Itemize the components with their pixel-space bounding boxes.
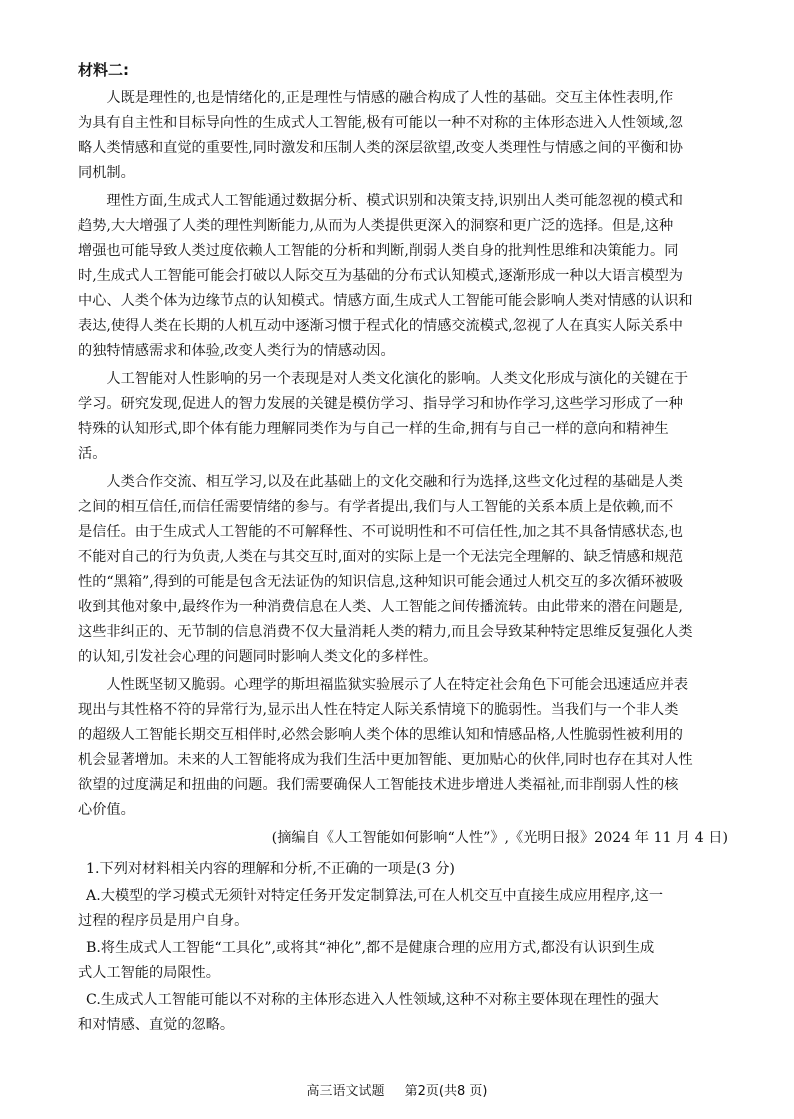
paragraph-line: 人类合作交流、相互学习,以及在此基础上的文化交融和行为选择,这些文化过程的基础是人类 — [106, 474, 683, 490]
page-footer — [0, 1082, 794, 1102]
paragraph-line: 特殊的认知形式,即个体有能力理解同类作为与自己一样的生命,拥有与自己一样的意向和精神生 — [78, 421, 669, 437]
passage-paragraph — [78, 86, 734, 186]
option-line: 式人工智能的局限性。 — [78, 965, 220, 981]
answer-options — [78, 884, 734, 1038]
paragraph-line: 表达,使得人类在长期的人机互动中逐渐习惯于程式化的情感交流模式,忽视了人在真实人际关系中 — [78, 318, 683, 334]
option-line: C.生成式人工智能可能以不对称的主体形态进入人性领域,这种不对称主要体现在理性的强大 — [86, 992, 659, 1008]
paragraph-line: 增强也可能导致人类过度依赖人工智能的分析和判断,削弱人类自身的批判性思维和决策能力。同 — [78, 243, 679, 259]
paragraph-line: 性的“黑箱”,得到的可能是包含无法证伪的知识信息,这种知识可能会通过人机交互的多次循环被吸 — [78, 574, 684, 590]
paragraph-line: 理性方面,生成式人工智能通过数据分析、模式识别和决策支持,识别出人类可能忽视的模式和 — [106, 193, 683, 209]
passage-paragraph — [78, 367, 734, 467]
answer-option — [78, 884, 734, 934]
paragraph-line: 机会显著增加。未来的人工智能将成为我们生活中更加智能、更加贴心的伙伴,同时也存在其对人性 — [78, 752, 693, 768]
section-title: 材料二: — [78, 61, 129, 79]
paragraph-line: 的超级人工智能长期交互相伴时,必然会影响人类个体的思维认知和情感品格,人性脆弱性被利用的 — [78, 727, 683, 743]
paragraph-line: 不能对自己的行为负责,人类在与其交互时,面对的实际上是一个无法完全理解的、缺乏情感和规范 — [78, 549, 683, 565]
question-stem: 1.下列对材料相关内容的理解和分析,不正确的一项是(3 分) — [86, 861, 455, 877]
paragraph-line: 现出与其性格不符的异常行为,显示出人性在特定人际关系情境下的脆弱性。当我们与一个非人类 — [78, 702, 679, 718]
paragraph-line: 之间的相互信任,而信任需要情绪的参与。有学者提出,我们与人工智能的关系本质上是依赖,而不 — [78, 499, 674, 515]
paragraph-line: 时,生成式人工智能可能会打破以人际交互为基础的分布式认知模式,逐渐形成一种以大语言模型为 — [78, 268, 683, 284]
footer-subject: 高三语文试题 — [306, 1084, 385, 1099]
paragraph-line: 这些非纠正的、无节制的信息消费不仅大量消耗人类的精力,而且会导致某种特定思维反复强化人类 — [78, 624, 693, 640]
answer-option — [78, 988, 734, 1038]
footer-page-number: 第2页(共8 页) — [404, 1084, 488, 1099]
paragraph-line: 心价值。 — [78, 802, 135, 818]
option-line: 和对情感、直觉的忽略。 — [78, 1017, 235, 1033]
paragraph-line: 的认知,引发社会心理的问题同时影响人类文化的多样性。 — [78, 649, 438, 665]
paragraph-line: 收到其他对象中,最终作为一种消费信息在人类、人工智能之间传播流转。由此带来的潜在问题是, — [78, 599, 683, 615]
paragraph-line: 学习。研究发现,促进人的智力发展的关键是模仿学习、指导学习和协作学习,这些学习形成了一种 — [78, 396, 683, 412]
paragraph-line: 的独特情感需求和体验,改变人类行为的情感动因。 — [78, 343, 395, 359]
passage-body — [78, 86, 734, 823]
passage-paragraph — [78, 470, 734, 670]
paragraph-line: 人工智能对人性影响的另一个表现是对人类文化演化的影响。人类文化形成与演化的关键在于 — [106, 371, 689, 387]
option-line: A.大模型的学习模式无须针对特定任务开发定制算法,可在人机交互中直接生成应用程序,这一 — [86, 888, 664, 904]
source-citation: (摘编自《人工智能如何影响“人性”》,《光明日报》2024 年 11 月 4 日) — [271, 830, 728, 846]
passage-paragraph — [78, 189, 734, 364]
paragraph-line: 中心、人类个体为边缘节点的认知模式。情感方面,生成式人工智能可能会影响人类对情感的认识和 — [78, 293, 693, 309]
option-line: B.将生成式人工智能“工具化”,或将其“神化”,都不是健康合理的应用方式,都没有认识到生成 — [86, 940, 655, 956]
paragraph-line: 是信任。由于生成式人工智能的不可解释性、不可说明性和不可信任性,加之其不具备情感状态,也 — [78, 524, 683, 540]
paragraph-line: 同机制。 — [78, 165, 135, 181]
passage-paragraph — [78, 673, 734, 823]
option-line: 过程的程序员是用户自身。 — [78, 913, 249, 929]
paragraph-line: 欲望的过度满足和扭曲的问题。我们需要确保人工智能技术进步增进人类福祉,而非削弱人性的核 — [78, 777, 679, 793]
paragraph-line: 活。 — [78, 446, 107, 462]
answer-option — [78, 936, 734, 986]
paragraph-line: 为具有自主性和目标导向性的生成式人工智能,极有可能以一种不对称的主体形态进入人性领域,忽 — [78, 115, 683, 131]
paragraph-line: 趋势,大大增强了人类的理性判断能力,从而为人类提供更深入的洞察和更广泛的选择。但是,这种 — [78, 218, 674, 234]
paragraph-line: 人既是理性的,也是情绪化的,正是理性与情感的融合构成了人性的基础。交互主体性表明,作 — [106, 90, 674, 106]
paragraph-line: 人性既坚韧又脆弱。心理学的斯坦福监狱实验展示了人在特定社会角色下可能会迅速适应并表 — [106, 677, 689, 693]
paragraph-line: 略人类情感和直觉的重要性,同时激发和压制人类的深层欲望,改变人类理性与情感之间的平衡和协 — [78, 140, 683, 156]
